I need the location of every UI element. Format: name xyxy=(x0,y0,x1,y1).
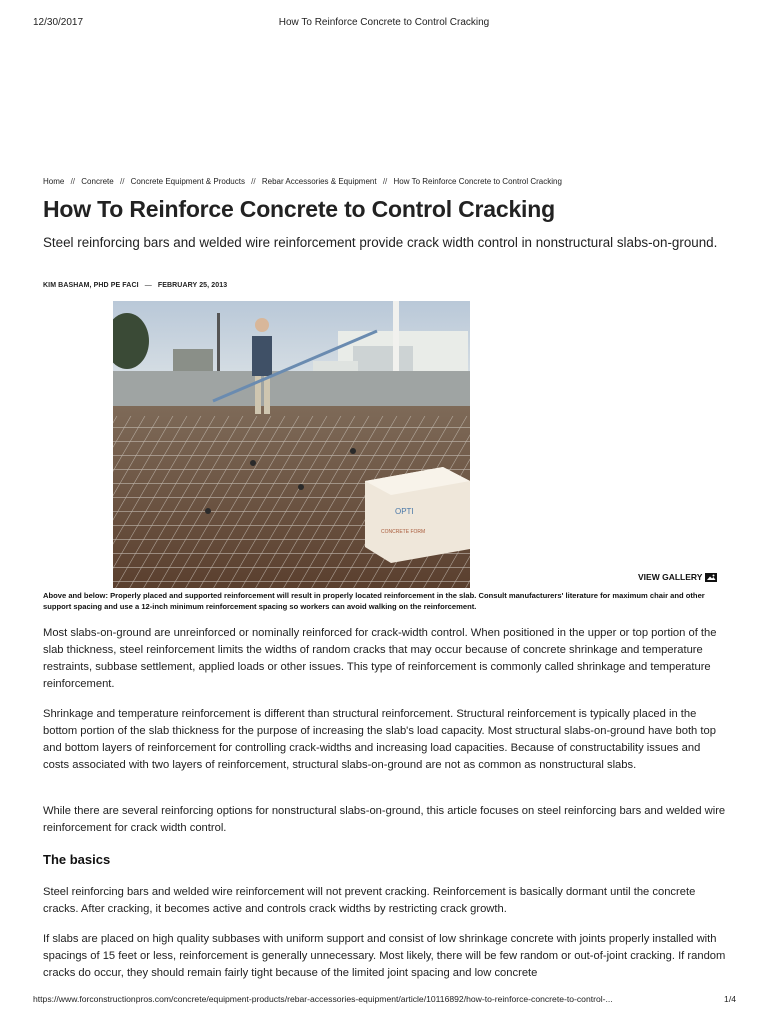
byline-dash: — xyxy=(144,282,152,289)
publish-date: FEBRUARY 25, 2013 xyxy=(157,282,228,289)
view-gallery-button[interactable] xyxy=(638,572,717,582)
breadcrumb xyxy=(43,177,733,186)
paragraph: If slabs are placed on high quality subbases with uniform support and consist of low shrinkage concrete with joints properly installed with spacings of 15 feet or less, reinforcement is generally unnecessary. Most likely, there will be few random or out-of-joint cracking. If random cracks do occur, they should remain fairly tight because of the limited joint spacing and low concrete xyxy=(43,933,726,979)
author-name[interactable]: KIM BASHAM, PHD PE FACI xyxy=(43,282,139,289)
print-header xyxy=(0,17,768,31)
breadcrumb-separator: // xyxy=(70,177,76,186)
byline xyxy=(43,282,227,289)
paragraph: Most slabs-on-ground are unreinforced or nominally reinforced for crack-width control. When positioned in the upper or top portion of the slab thickness, steel reinforcement limits the widths of random cracks that may occur because of concrete shrinkage and temperature restraints, subbase settlement, applied loads or other issues. This type of reinforcement is commonly called shrinkage and temperature reinforcement. xyxy=(43,627,717,690)
breadcrumb-rebar-accessories[interactable]: Rebar Accessories & Equipment xyxy=(261,177,377,186)
hero-image[interactable] xyxy=(113,301,470,588)
breadcrumb-current[interactable]: How To Reinforce Concrete to Control Cracking xyxy=(393,177,562,186)
breadcrumb-separator: // xyxy=(119,177,125,186)
breadcrumb-concrete[interactable]: Concrete xyxy=(81,177,114,186)
print-date: 12/30/2017 xyxy=(33,17,84,28)
breadcrumb-concrete-equipment[interactable]: Concrete Equipment & Products xyxy=(130,177,245,186)
print-title: How To Reinforce Concrete to Control Cracking xyxy=(278,17,490,28)
box-sub-label: CONCRETE FORM xyxy=(381,529,426,535)
view-gallery-label: VIEW GALLERY xyxy=(638,572,703,582)
print-footer xyxy=(0,994,768,1008)
article-title: How To Reinforce Concrete to Control Cracking xyxy=(43,196,555,222)
paragraph: Steel reinforcing bars and welded wire reinforcement will not prevent cracking. Reinforcement is basically dormant until the concrete cracks. After cracking, it becomes active and controls crack widths by restricting crack growth. xyxy=(43,886,696,915)
image-caption: Above and below: Properly placed and supported reinforcement will result in properly located reinforcement in the slab. Consult manufacturers' literature for maximum chair and other support spacing and use a 12-inch minimum reinforcement spacing so workers can avoid walking on the reinforcement. xyxy=(43,591,705,611)
article-subtitle: Steel reinforcing bars and welded wire reinforcement provide crack width control in nonstructural slabs-on-ground. xyxy=(43,235,718,250)
breadcrumb-separator: // xyxy=(251,177,256,186)
paragraph: While there are several reinforcing options for nonstructural slabs-on-ground, this article focuses on steel reinforcing bars and welded wire reinforcement for crack width control. xyxy=(43,805,726,834)
paragraph: Shrinkage and temperature reinforcement is different than structural reinforcement. Structural reinforcement is typically placed in the bottom portion of the slab thickness for the purpose of increasing the slab's load capacity. Most structural slabs-on-ground have both top and bottom layers of reinforcement for controlling crack-widths and increasing load capacities. Because of constructability issues and costs associated with two layers of reinforcement, structural slabs-on-ground are not as common as nonstructural slabs. xyxy=(43,708,716,771)
hero-photo-illustration xyxy=(113,301,470,588)
breadcrumb-home[interactable]: Home xyxy=(43,177,65,186)
page-url: https://www.forconstructionpros.com/concrete/equipment-products/rebar-accessories-equipment/article/10116892/how-to-reinforce-concrete-to-control-... xyxy=(33,994,613,1004)
box-label: OPTI xyxy=(395,507,414,516)
gallery-icon xyxy=(705,573,717,582)
page-number: 1/4 xyxy=(724,994,736,1004)
breadcrumb-separator: // xyxy=(382,177,388,186)
section-heading: The basics xyxy=(43,852,111,867)
